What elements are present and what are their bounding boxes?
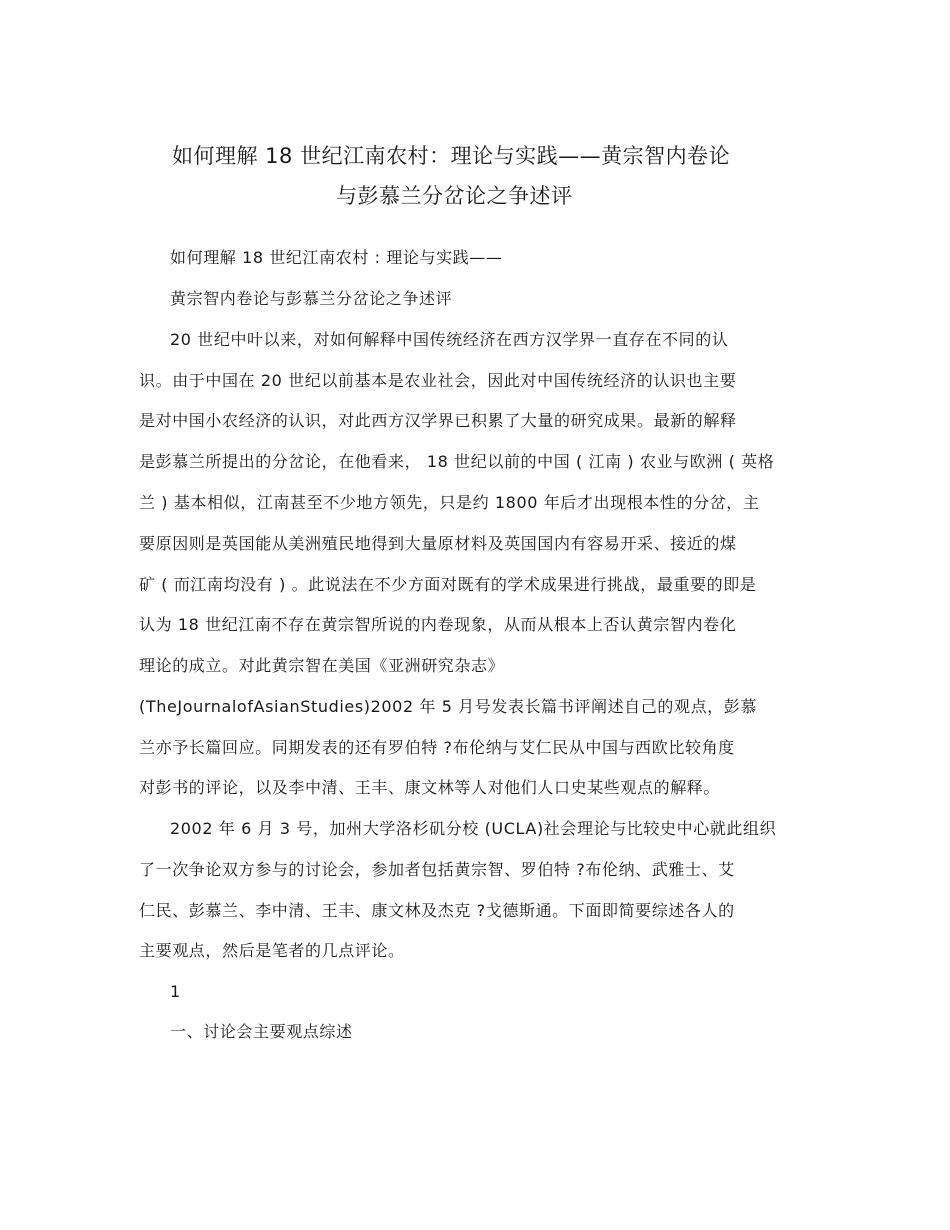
paragraph-line: 矿 ( 而江南均没有 ) 。此说法在不少方面对既有的学术成果进行挑战，最重要的即是 (139, 575, 757, 594)
page-number: 1 (170, 982, 181, 1001)
paragraph-line: 20 世纪中叶以来，对如何解释中国传统经济在西方汉学界一直存在不同的认 (170, 330, 729, 349)
document-title-line-2: 与彭慕兰分岔论之争述评 (336, 184, 573, 208)
subtitle-line-1: 如何理解 18 世纪江南农村 : 理论与实践—— (170, 248, 503, 267)
paragraph-line: 认为 18 世纪江南不存在黄宗智所说的内卷现象，从而从根本上否认黄宗智内卷化 (139, 615, 737, 634)
paragraph-line: 对彭书的评论，以及李中清、王丰、康文林等人对他们人口史某些观点的解释。 (139, 778, 721, 797)
paragraph-line: 2002 年 6 月 3 号，加州大学洛杉矶分校 (UCLA)社会理论与比较史中心就此组织 (170, 819, 777, 838)
paragraph-line: 理论的成立。对此黄宗智在美国《亚洲研究杂志》 (139, 656, 505, 675)
paragraph-line: 兰 ) 基本相似，江南甚至不少地方领先，只是约 1800 年后才出现根本性的分岔，主 (139, 493, 760, 512)
paragraph-line: 是对中国小农经济的认识，对此西方汉学界已积累了大量的研究成果。最新的解释 (139, 411, 737, 430)
paragraph-line: 是彭慕兰所提出的分岔论，在他看来， 18 世纪以前的中国 ( 江南 ) 农业与欧洲 ( 英格 (139, 452, 775, 471)
subtitle-line-2: 黄宗智内卷论与彭慕兰分岔论之争述评 (170, 289, 453, 308)
paragraph-line: 兰亦予长篇回应。同期发表的还有罗伯特 ?布伦纳与艾仁民从中国与西欧比较角度 (139, 738, 735, 757)
paragraph-line: 了一次争论双方参与的讨论会，参加者包括黄宗智、罗伯特 ?布伦纳、武雅士、艾 (139, 860, 735, 879)
paragraph-line: (TheJournalofAsianStudies)2002 年 5 月号发表长篇书评阐述自己的观点，彭慕 (139, 697, 757, 716)
paragraph-line: 要原因则是英国能从美洲殖民地得到大量原材料及英国国内有容易开采、接近的煤 (139, 534, 737, 553)
paragraph-line: 主要观点，然后是笔者的几点评论。 (139, 941, 405, 960)
document-title-line-1: 如何理解 18 世纪江南农村：理论与实践——黄宗智内卷论 (172, 144, 731, 168)
paragraph-line: 仁民、彭慕兰、李中清、王丰、康文林及杰克 ?戈德斯通。下面即简要综述各人的 (139, 901, 735, 920)
paragraph-line: 识。由于中国在 20 世纪以前基本是农业社会，因此对中国传统经济的认识也主要 (139, 371, 737, 390)
section-heading: 一、讨论会主要观点综述 (170, 1022, 353, 1041)
